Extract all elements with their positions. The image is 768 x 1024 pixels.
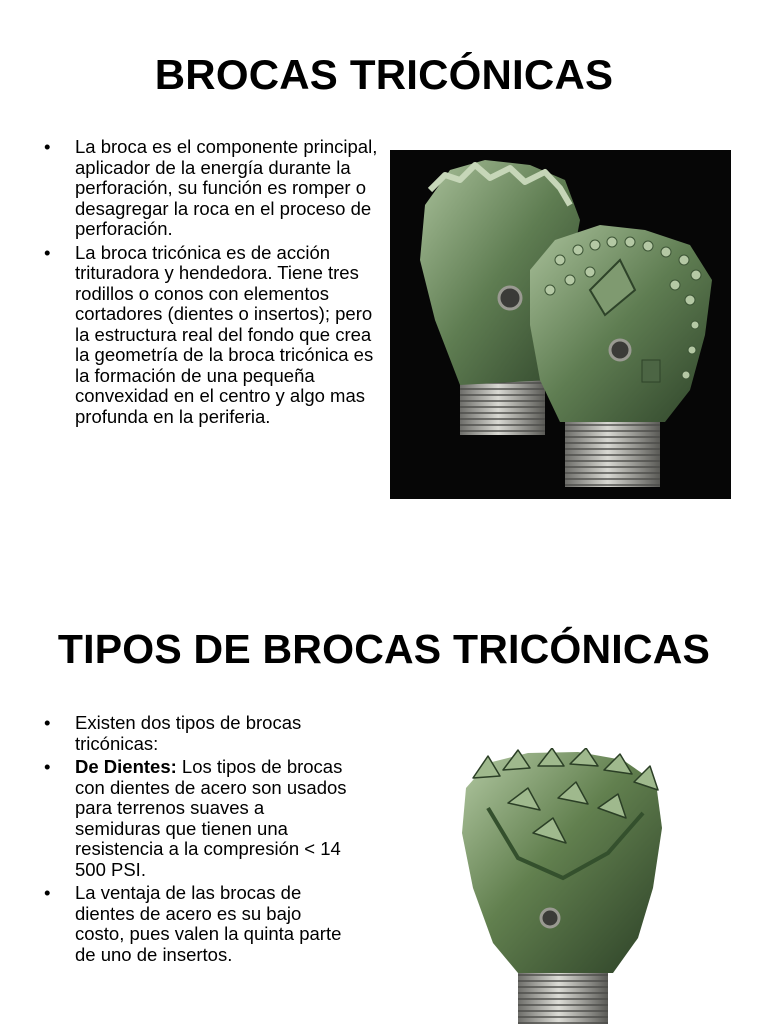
bullet-dot: • — [44, 712, 51, 733]
slide-1-title: BROCAS TRICÓNICAS — [154, 51, 614, 98]
bullet-text: Existen dos tipos de brocas tricónicas: — [75, 712, 302, 754]
bullet-text: La ventaja de las brocas de dientes de acero es su bajo costo, pues valen la quinta parte de uno de insertos. — [75, 882, 342, 965]
bullet-item — [44, 137, 379, 240]
bullet-item — [44, 243, 379, 428]
bullet-dot: • — [44, 241, 51, 263]
slide-2-bullet-list — [44, 713, 354, 968]
bullet-item — [44, 713, 354, 754]
steel-tooth-bit-illustration — [448, 748, 680, 1024]
slide-1-bullet-list — [44, 137, 379, 430]
bullet-dot: • — [44, 756, 51, 777]
drill-bit — [462, 748, 662, 1024]
slide-2-title: TIPOS DE BROCAS TRICÓNICAS — [57, 626, 711, 672]
bullet-dot: • — [44, 882, 51, 903]
bullet-text: La broca es el componente principal, aplicador de la energía durante la perforación, su función es romper o desagregar la roca en el proceso de perforación. — [75, 136, 378, 239]
steel-tooth-bit-photo — [448, 748, 680, 1024]
tricone-bits-illustration — [390, 150, 731, 499]
bullet-item — [44, 883, 354, 965]
bullet-bold-label: De Dientes: — [75, 756, 177, 777]
bullet-text: La broca tricónica es de acción trituradora y hendedora. Tiene tres rodillos o conos con elementos cortadores (dientes o insertos); pero la estructura real del fondo que crea la geometría de la broca tricónica es la formación de una pequeña convexidad en el centro y algo mas profunda en la periferia. — [75, 241, 374, 427]
bullet-item — [44, 757, 354, 880]
bullet-dot: • — [44, 136, 51, 157]
front-drill-bit — [530, 225, 712, 487]
bullet-text: Los tipos de brocas con dientes de acero son usados para terrenos suaves a semiduras que tienen una resistencia a la compresión < 14 500 PSI. — [75, 756, 347, 880]
tricone-bits-photo — [390, 150, 731, 499]
